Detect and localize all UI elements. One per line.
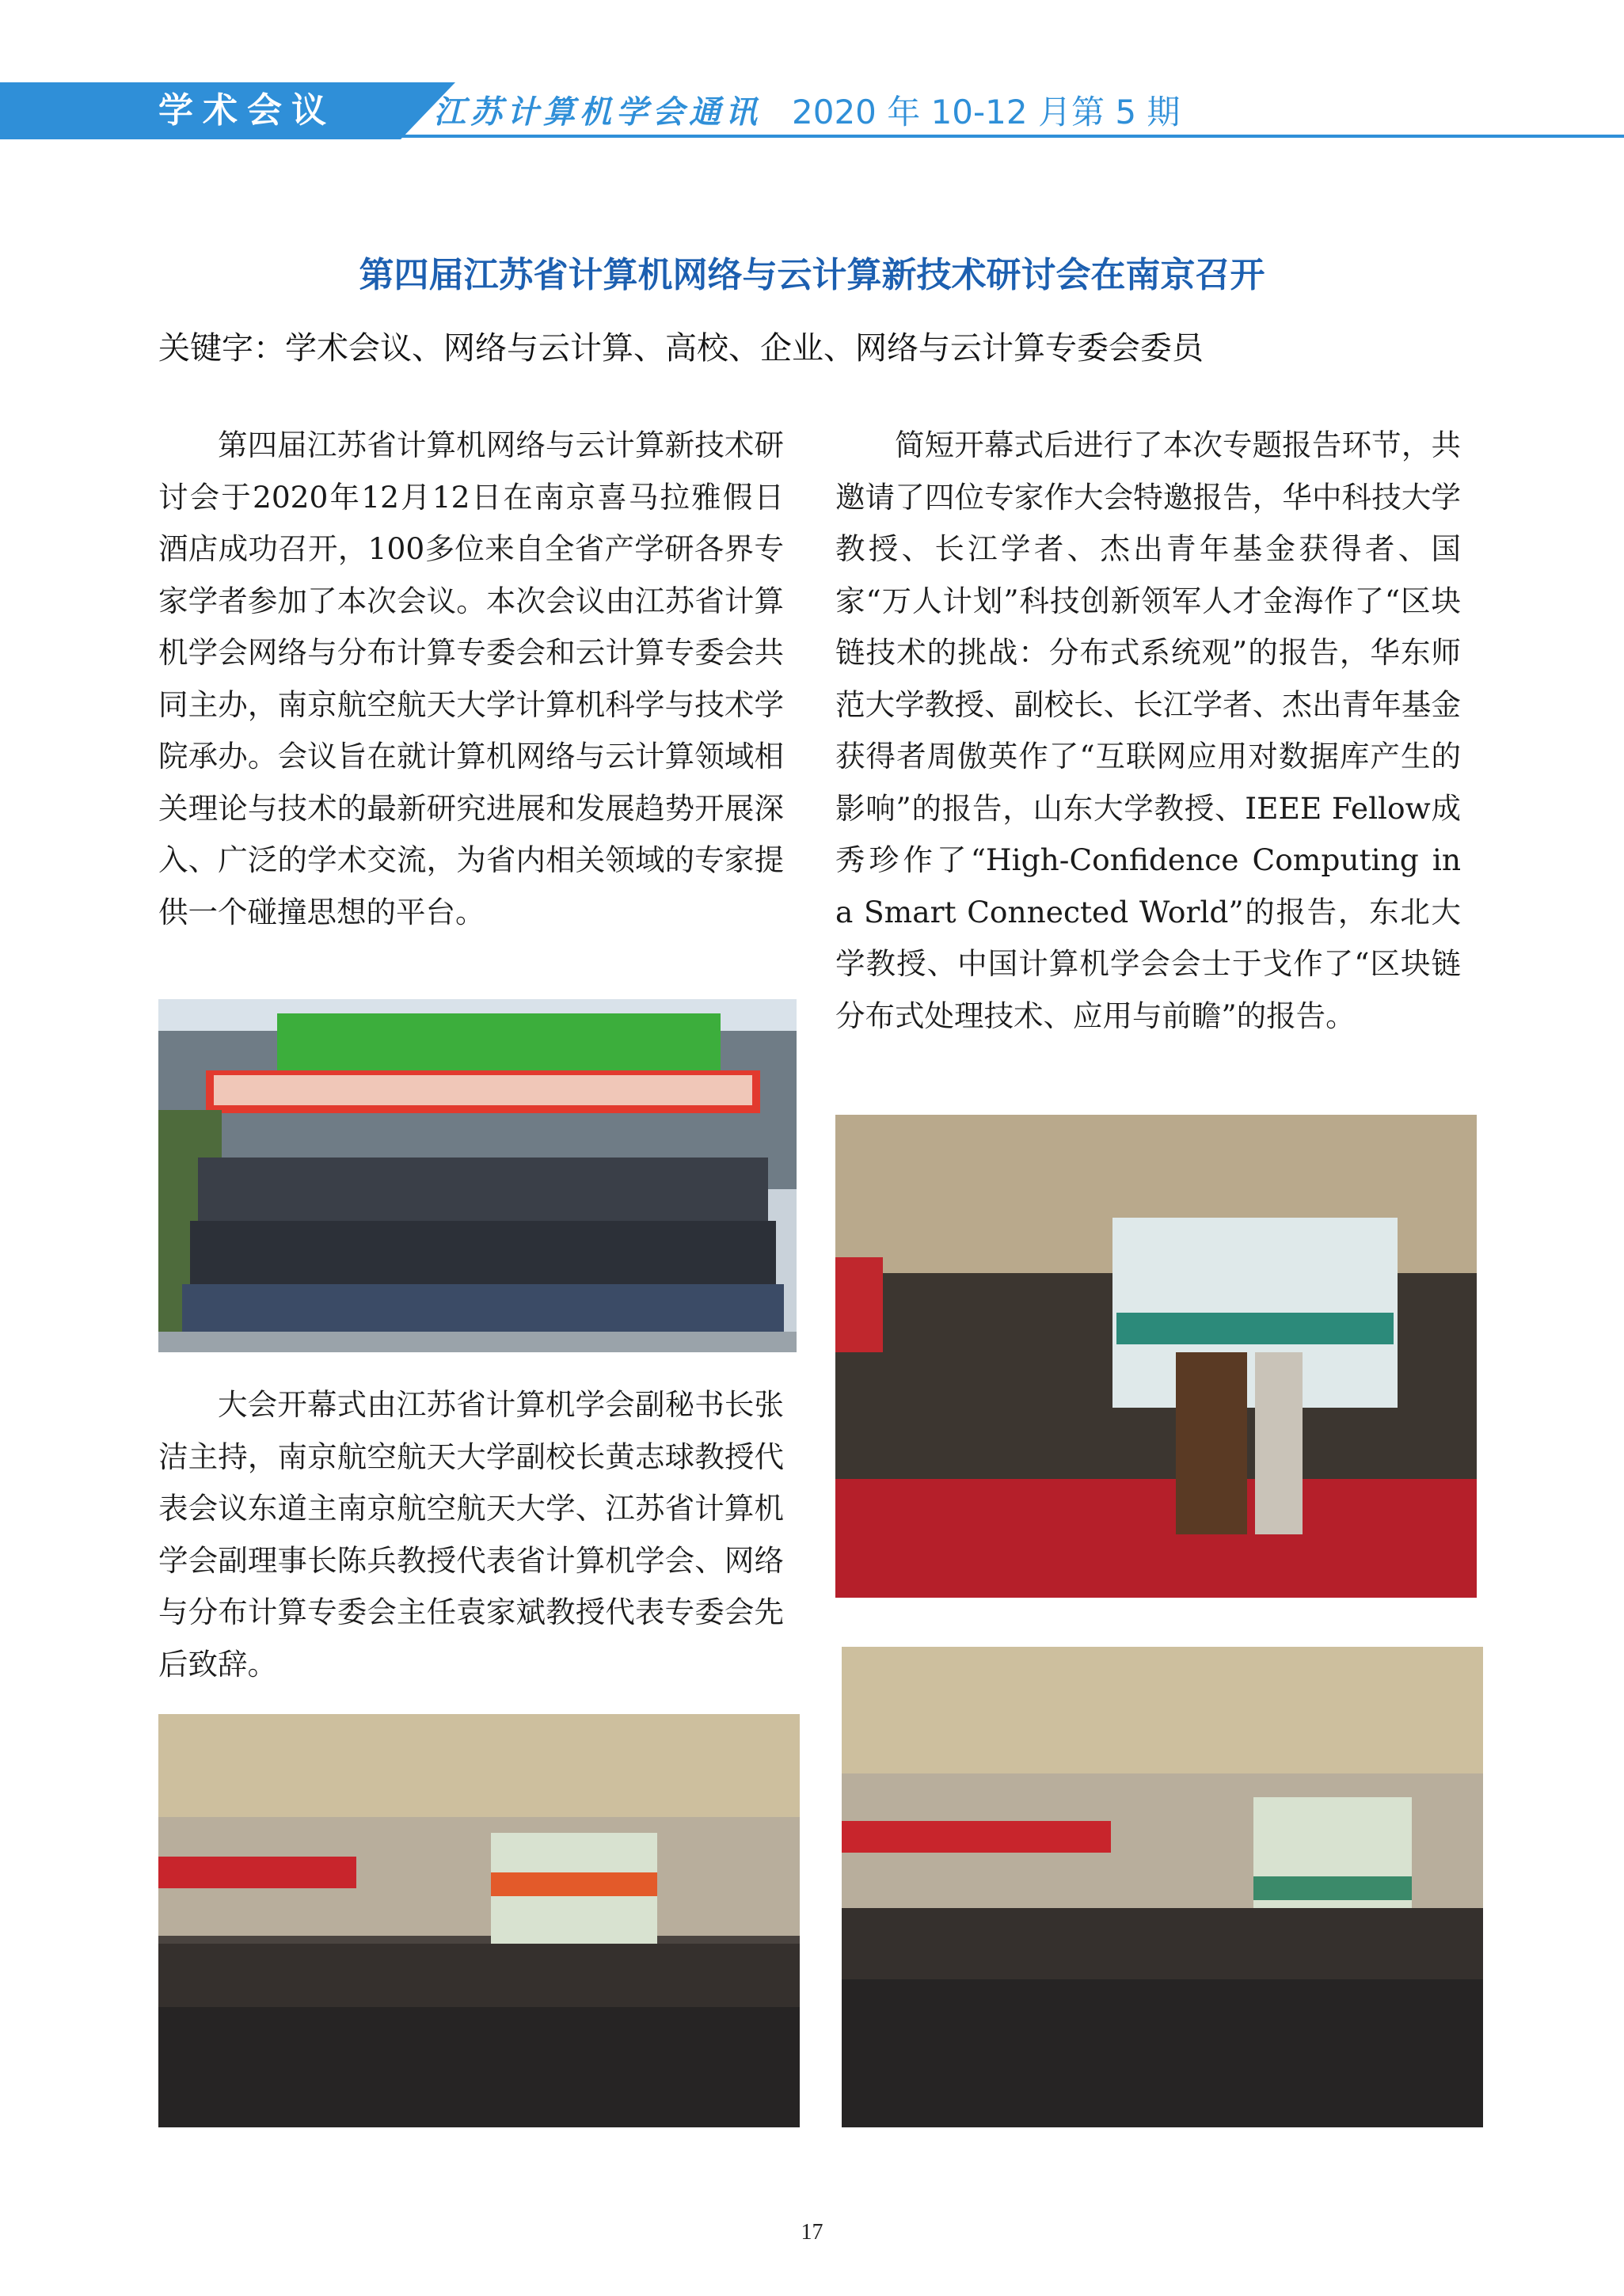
paragraph-reports: 简短开幕式后进行了本次专题报告环节，共邀请了四位专家作大会特邀报告，华中科技大学教授、长江学者、杰出青年基金获得者、国家“万人计划”科技创新领军人才金海作了“区块链技术的挑战：分布式系统观”的报告，华东师范大学教授、副校长、长江学者、杰出青年基金获得者周傲英作了“互联网应用对数据库产生的影响”的报告，山东大学教授、IEEE Fellow成秀珍作了“High-Confidence Computing in a Smart Connected World”的报告，东北大学教授、中国计算机学会会士于戈作了“区块链分布式处理技术、应用与前瞻”的报告。 xyxy=(835,428,1461,1033)
issue-label: 2020 年 10-12 月第 5 期 xyxy=(792,93,1181,131)
journal-name: 江苏计算机学会通讯 xyxy=(434,93,762,131)
header-rule xyxy=(380,135,1624,138)
paragraph-intro: 第四届江苏省计算机网络与云计算新技术研讨会于2020年12月12日在南京喜马拉雅假日酒店成功召开，100多位来自全省产学研各界专家学者参加了本次会议。本次会议由江苏省计算机学会网络与分布计算专委会和云计算专委会共同主办，南京航空航天大学计算机科学与技术学院承办。会议旨在就计算机网络与云计算领域相关理论与技术的最新研究进展和发展趋势开展深入、广泛的学术交流，为省内相关领域的专家提供一个碰撞思想的平台。 xyxy=(158,428,784,929)
page-number: 17 xyxy=(801,2220,823,2245)
section-label: 学术会议 xyxy=(158,90,336,131)
article-title: 第四届江苏省计算机网络与云计算新技术研讨会在南京召开 xyxy=(359,255,1265,295)
paragraph-opening: 大会开幕式由江苏省计算机学会副秘书长张洁主持，南京航空航天大学副校长黄志球教授代表会议东道主南京航空航天大学、江苏省计算机学会副理事长陈兵教授代表省计算机学会、网络与分布计算专委会主任袁家斌教授代表专委会先后致辞。 xyxy=(158,1387,784,1682)
audience-photo-left xyxy=(158,1714,800,2127)
group-photo xyxy=(158,999,797,1352)
audience-photo-right xyxy=(842,1647,1483,2127)
speaker-photo xyxy=(835,1115,1477,1598)
article-keywords: 关键字：学术会议、网络与云计算、高校、企业、网络与云计算专委会委员 xyxy=(158,330,1204,367)
